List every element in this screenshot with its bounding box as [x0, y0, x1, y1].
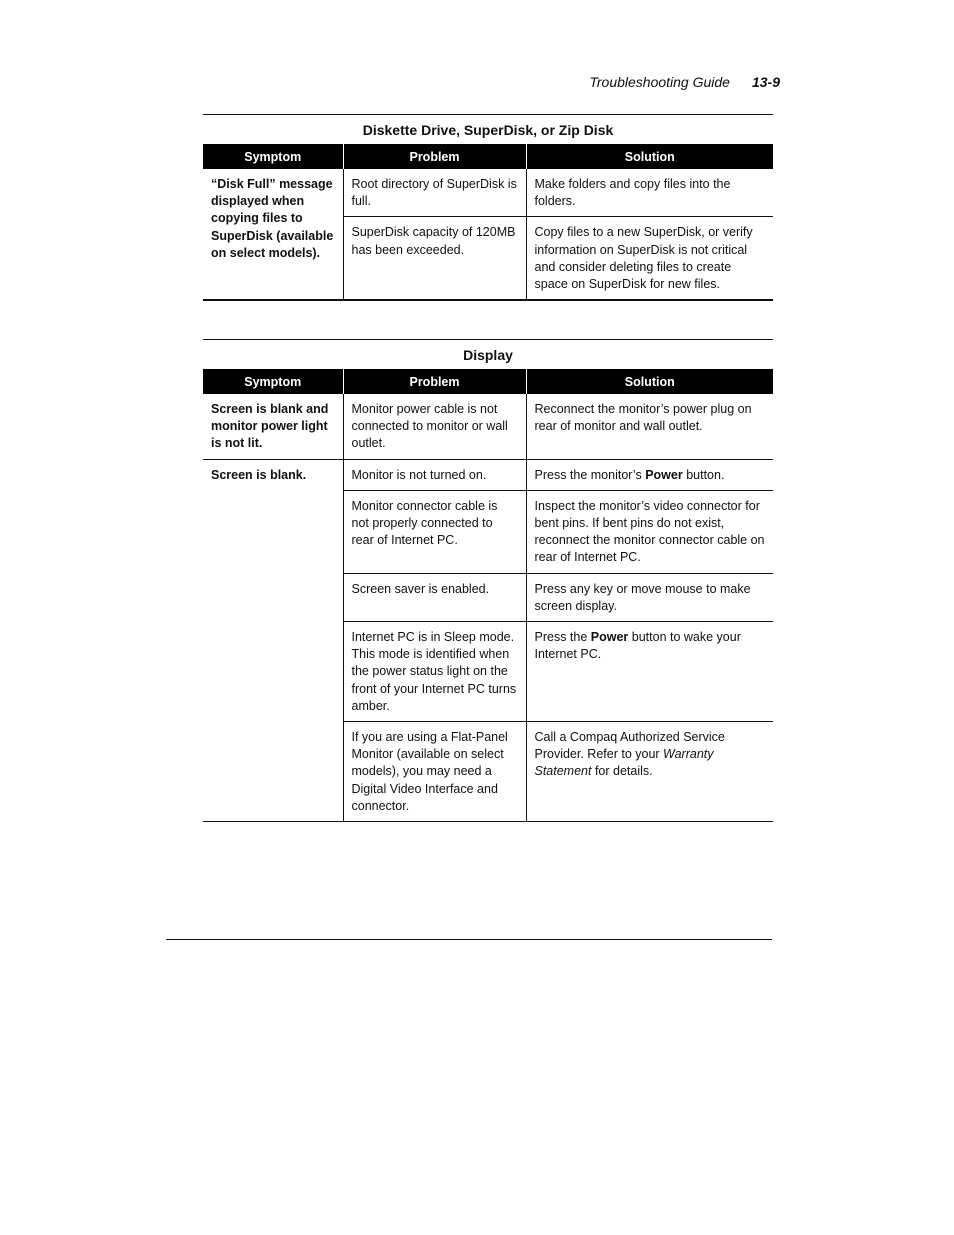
power-keyword: Power [645, 467, 683, 482]
solution-cell: Press any key or move mouse to make screen display. [526, 573, 773, 621]
solution-cell [526, 722, 773, 822]
problem-cell: If you are using a Flat-Panel Monitor (available on select models), you may need a Digital Video Interface and connector. [343, 722, 526, 822]
display-table-caption: Display [203, 339, 773, 369]
column-header-symptom: Symptom [203, 369, 343, 394]
problem-cell: Monitor power cable is not connected to monitor or wall outlet. [343, 394, 526, 459]
table-row [203, 169, 773, 217]
solution-cell: Inspect the monitor’s video connector for bent pins. If bent pins do not exist, reconnect the monitor connector cable on rear of Internet PC. [526, 490, 773, 573]
symptom-cell: Screen is blank. [203, 459, 343, 821]
solution-cell [526, 459, 773, 490]
symptom-cell: Screen is blank and monitor power light is not lit. [203, 394, 343, 459]
table-header-row [203, 369, 773, 394]
solution-cell: Reconnect the monitor’s power plug on rear of monitor and wall outlet. [526, 394, 773, 459]
table-header-row [203, 144, 773, 169]
problem-cell: Internet PC is in Sleep mode. This mode is identified when the power status light on the front of your Internet PC turns amber. [343, 622, 526, 722]
diskette-table-caption: Diskette Drive, SuperDisk, or Zip Disk [203, 114, 773, 144]
symptom-cell: “Disk Full” message displayed when copying files to SuperDisk (available on select models). [203, 169, 343, 300]
problem-cell: Screen saver is enabled. [343, 573, 526, 621]
table-row [203, 394, 773, 459]
problem-cell: Monitor is not turned on. [343, 459, 526, 490]
solution-cell: Make folders and copy files into the folders. [526, 169, 773, 217]
display-table-block [203, 339, 773, 822]
header-title: Troubleshooting Guide [589, 74, 730, 90]
column-header-solution: Solution [526, 369, 773, 394]
page-number: 13-9 [751, 74, 780, 90]
column-header-problem: Problem [343, 369, 526, 394]
footer-rule [166, 939, 772, 940]
diskette-table-block [203, 114, 773, 301]
solution-text: button to wake your Internet PC. [534, 630, 741, 662]
running-header [589, 74, 780, 90]
warranty-statement-title: Warranty Statement [534, 747, 714, 779]
solution-text: Press the [534, 630, 591, 645]
solution-cell: Copy files to a new SuperDisk, or verify information on SuperDisk is not critical and consider deleting files to create space on SuperDisk for new files. [526, 217, 773, 300]
display-table [203, 369, 773, 822]
problem-cell: Monitor connector cable is not properly connected to rear of Internet PC. [343, 490, 526, 573]
column-header-problem: Problem [343, 144, 526, 169]
table-row [203, 459, 773, 490]
solution-text: for details. [591, 764, 653, 779]
column-header-symptom: Symptom [203, 144, 343, 169]
solution-cell [526, 622, 773, 722]
power-keyword: Power [590, 630, 629, 645]
solution-text: button. [682, 467, 725, 482]
diskette-table [203, 144, 773, 301]
solution-text: Press the monitor’s [534, 467, 646, 482]
solution-text: Call a Compaq Authorized Service Provider. Refer to your [534, 730, 725, 762]
problem-cell: SuperDisk capacity of 120MB has been exceeded. [343, 217, 526, 300]
problem-cell: Root directory of SuperDisk is full. [343, 169, 526, 217]
column-header-solution: Solution [526, 144, 773, 169]
